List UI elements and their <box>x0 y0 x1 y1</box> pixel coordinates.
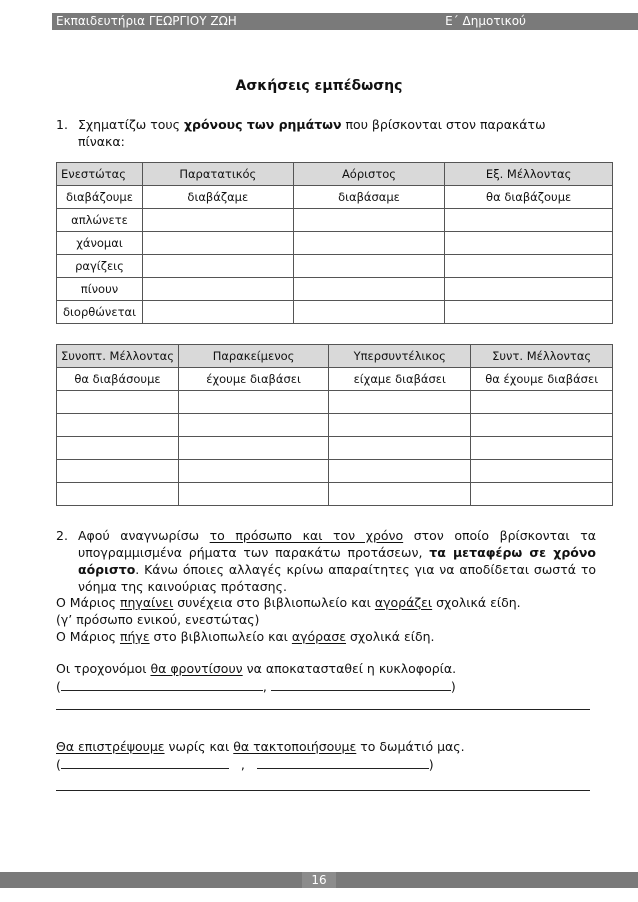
header-bar <box>52 13 638 30</box>
instruction-bold: χρόνους των ρημάτων <box>183 117 342 132</box>
instruction-underlined: το πρόσωπο και τον χρόνο <box>209 528 404 543</box>
table-cell[interactable] <box>142 301 293 324</box>
table-header-row <box>57 345 613 368</box>
table-cell[interactable] <box>445 209 613 232</box>
school-name: Εκπαιδευτήρια ΓΕΩΡΓΙΟΥ ΖΩΗ <box>56 14 237 28</box>
table-cell[interactable] <box>57 460 179 483</box>
underlined-verb: πήγε <box>119 629 150 644</box>
column-header: Παρατατικός <box>142 163 293 186</box>
table-row <box>57 209 613 232</box>
underlined-verb: αγόρασε <box>291 629 347 644</box>
table-cell[interactable] <box>142 209 293 232</box>
table-cell: διορθώνεται <box>57 301 143 324</box>
example-sentence: Ο Μάριος πηγαίνει συνέχεια στο βιβλιοπωλείο και αγοράζει σχολικά είδη. <box>56 595 521 610</box>
column-header: Συνοπτ. Μέλλοντας <box>57 345 179 368</box>
table-cell[interactable] <box>293 301 445 324</box>
page-title: Ασκήσεις εμπέδωσης <box>235 78 403 94</box>
table-row <box>57 301 613 324</box>
table-cell[interactable] <box>142 255 293 278</box>
instruction-text: στον οποίο βρίσκονται τα υπογραμμισμένα ρήματα των παρακάτω προτάσεων, <box>78 528 596 560</box>
table-row <box>57 391 613 414</box>
instruction-text: που βρίσκονται στον παρακάτω πίνακα: <box>78 117 546 149</box>
instruction-text: Σχηματίζω τους <box>78 117 184 132</box>
table-row <box>57 437 613 460</box>
blank-line[interactable] <box>61 756 229 769</box>
table-row <box>57 368 613 391</box>
exercise-number: 1. <box>56 117 68 132</box>
column-header: Εξ. Μέλλοντας <box>445 163 613 186</box>
table-cell[interactable] <box>179 437 329 460</box>
table-cell[interactable] <box>329 437 471 460</box>
blank-line[interactable] <box>257 756 429 769</box>
table-cell[interactable] <box>471 391 613 414</box>
table-row <box>57 255 613 278</box>
table-row <box>57 483 613 506</box>
table-cell[interactable] <box>179 460 329 483</box>
table-cell[interactable] <box>471 483 613 506</box>
table-cell[interactable] <box>142 232 293 255</box>
table-cell[interactable] <box>179 483 329 506</box>
sentence-2: Θα επιστρέψουμε νωρίς και θα τακτοποιήσουμε το δωμάτιό μας. <box>56 739 465 754</box>
underlined-verb: θα τακτοποιήσουμε <box>233 739 357 754</box>
table-cell[interactable] <box>471 437 613 460</box>
underlined-verb: αγοράζει <box>374 595 433 610</box>
table-cell: θα διαβάσουμε <box>57 368 179 391</box>
table-cell[interactable] <box>57 483 179 506</box>
underlined-verb: πηγαίνει <box>119 595 174 610</box>
table-cell[interactable] <box>471 460 613 483</box>
table-cell: απλώνετε <box>57 209 143 232</box>
table-cell[interactable] <box>293 232 445 255</box>
column-header: Υπερσυντέλικος <box>329 345 471 368</box>
instruction-text: Αφού αναγνωρίσω <box>78 528 210 543</box>
answer-line[interactable] <box>56 790 590 791</box>
example-note: (γ’ πρόσωπο ενικού, ενεστώτας) <box>56 612 260 627</box>
table-cell[interactable] <box>329 483 471 506</box>
table-cell: χάνομαι <box>57 232 143 255</box>
underlined-verb: θα φροντίσουν <box>150 661 243 676</box>
sentence-1: Οι τροχονόμοι θα φροντίσουν να αποκατασταθεί η κυκλοφορία. <box>56 661 457 676</box>
table-cell[interactable] <box>471 414 613 437</box>
exercise-2-instructions <box>56 527 596 595</box>
instruction-text: . Κάνω όποιες αλλαγές κρίνω απαραίτητες για να αποδίδεται σωστά το νόημα της καινούριας πρότασης. <box>78 562 596 594</box>
page-number: 16 <box>302 872 336 888</box>
table-cell[interactable] <box>57 391 179 414</box>
table-cell[interactable] <box>445 255 613 278</box>
table-cell: έχουμε διαβάσει <box>179 368 329 391</box>
table-cell: ραγίζεις <box>57 255 143 278</box>
table-cell[interactable] <box>293 278 445 301</box>
column-header: Ενεστώτας <box>57 163 143 186</box>
column-header: Αόριστος <box>293 163 445 186</box>
table-cell[interactable] <box>179 414 329 437</box>
answer-blanks-1[interactable]: ( , ) <box>56 679 456 694</box>
underlined-verb: Θα επιστρέψουμε <box>56 739 165 754</box>
table-cell[interactable] <box>329 414 471 437</box>
table-cell[interactable] <box>57 437 179 460</box>
tenses-table-1 <box>56 162 613 324</box>
table-cell: πίνουν <box>57 278 143 301</box>
exercise-number: 2. <box>56 528 68 543</box>
table-row <box>57 186 613 209</box>
table-header-row <box>57 163 613 186</box>
table-cell[interactable] <box>329 391 471 414</box>
table-row <box>57 278 613 301</box>
table-cell[interactable] <box>329 460 471 483</box>
table-row <box>57 414 613 437</box>
table-cell: διαβάσαμε <box>293 186 445 209</box>
table-cell[interactable] <box>57 414 179 437</box>
table-cell: είχαμε διαβάσει <box>329 368 471 391</box>
instruction-bold: τα μεταφέρω σε χρόνο αόριστο <box>78 545 596 577</box>
table-cell[interactable] <box>293 255 445 278</box>
column-header: Συντ. Μέλλοντας <box>471 345 613 368</box>
table-cell[interactable] <box>445 301 613 324</box>
table-cell: θα έχουμε διαβάσει <box>471 368 613 391</box>
tenses-table-2 <box>56 344 613 506</box>
table-cell[interactable] <box>445 278 613 301</box>
exercise-1-instructions <box>56 116 596 150</box>
answer-blanks-2[interactable]: ( , ) <box>56 757 434 772</box>
blank-line[interactable] <box>271 678 451 691</box>
table-cell: θα διαβάζουμε <box>445 186 613 209</box>
answer-line[interactable] <box>56 709 590 710</box>
table-cell[interactable] <box>142 278 293 301</box>
table-cell[interactable] <box>445 232 613 255</box>
table-row <box>57 460 613 483</box>
table-cell[interactable] <box>179 391 329 414</box>
blank-line[interactable] <box>61 678 263 691</box>
example-answer: Ο Μάριος πήγε στο βιβλιοπωλείο και αγόρασε σχολικά είδη. <box>56 629 435 644</box>
table-cell: διαβάζαμε <box>142 186 293 209</box>
table-cell: διαβάζουμε <box>57 186 143 209</box>
column-header: Παρακείμενος <box>179 345 329 368</box>
table-row <box>57 232 613 255</box>
grade-label: Ε΄ Δημοτικού <box>445 14 526 28</box>
table-cell[interactable] <box>293 209 445 232</box>
